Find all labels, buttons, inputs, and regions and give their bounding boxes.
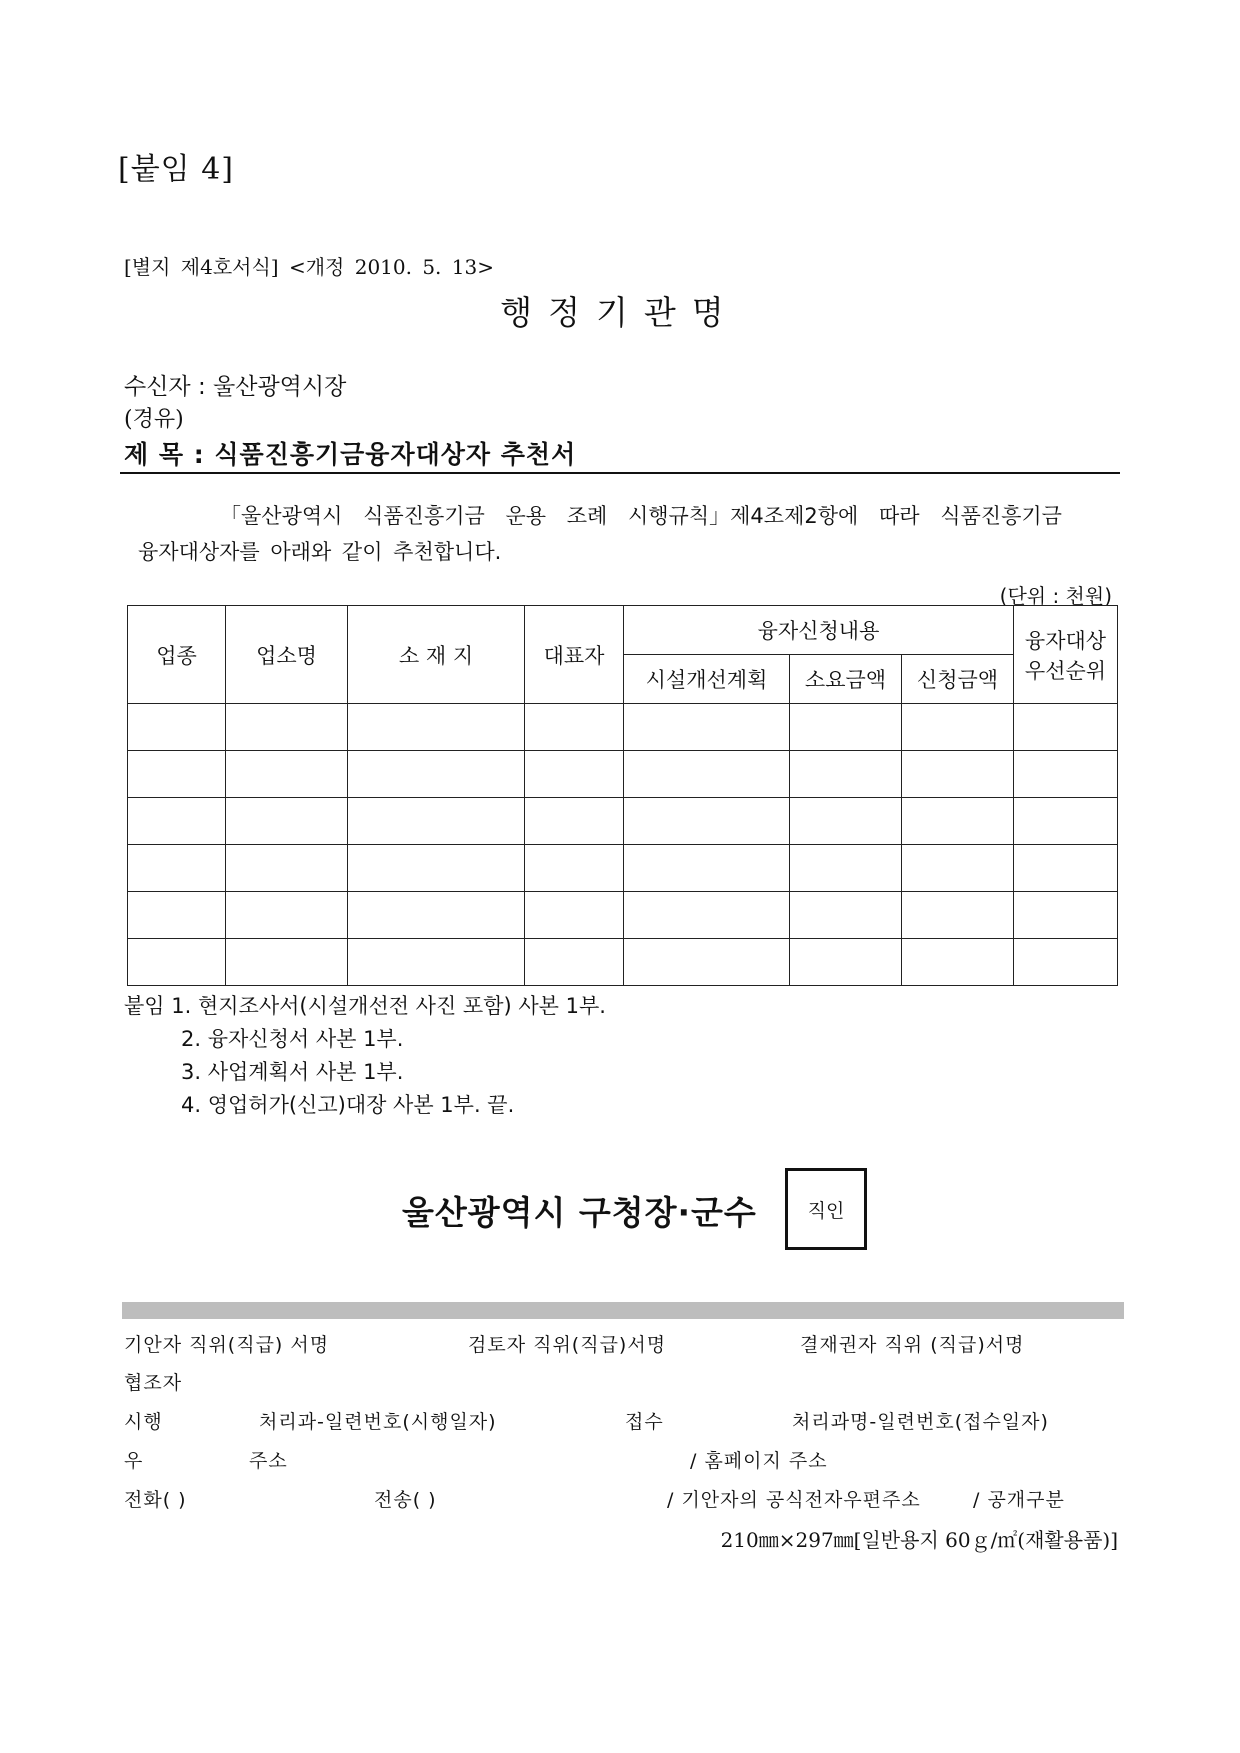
- table-cell: [226, 704, 348, 751]
- seal-label: 직인: [807, 1199, 845, 1222]
- table-row: [128, 798, 1118, 845]
- table-cell: [525, 939, 624, 986]
- body-text-line-1: 「울산광역시 식품진흥기금 운용 조례 시행규칙」제4조제2항에 따라 식품진흥기금: [220, 504, 1062, 528]
- document-title: 행정기관명: [500, 293, 740, 332]
- footer-execution-number: 처리과-일련번호(시행일자): [259, 1411, 497, 1433]
- footer-receipt-number: 처리과명-일련번호(접수일자): [792, 1411, 1049, 1433]
- table-cell: [902, 751, 1014, 798]
- header-priority: [1014, 606, 1118, 704]
- footer-receipt: 접수: [625, 1411, 664, 1433]
- table-cell: [1014, 798, 1118, 845]
- table-cell: [128, 751, 226, 798]
- table-cell: [348, 704, 525, 751]
- header-priority-line-2: 우선순위: [1024, 658, 1107, 683]
- table-cell: [226, 798, 348, 845]
- footer-address: 주소: [249, 1450, 288, 1472]
- table-cell: [790, 751, 902, 798]
- table-cell: [1014, 892, 1118, 939]
- table-cell: [128, 798, 226, 845]
- footer-phone: 전화( ): [124, 1489, 187, 1511]
- table-cell: [1014, 751, 1118, 798]
- table-cell: [624, 845, 790, 892]
- loan-candidate-table: [127, 605, 1118, 986]
- attachment-item-3: 3. 사업계획서 사본 1부.: [181, 1060, 404, 1084]
- header-requested-amount: 신청금액: [902, 655, 1014, 704]
- sender-name: 울산광역시 구청장·군수: [402, 1193, 757, 1232]
- table-cell: [790, 704, 902, 751]
- footer-disclosure: / 공개구분: [973, 1489, 1065, 1511]
- footer-fax: 전송( ): [374, 1489, 437, 1511]
- table-cell: [902, 798, 1014, 845]
- table-cell: [226, 939, 348, 986]
- header-business-name: 업소명: [226, 606, 348, 704]
- table-cell: [624, 751, 790, 798]
- footer-cooperator: 협조자: [124, 1372, 183, 1394]
- table-cell: [1014, 845, 1118, 892]
- footer-email: / 기안자의 공식전자우편주소: [667, 1489, 921, 1511]
- paper-spec: 210㎜×297㎜[일반용지 60ｇ/㎡(재활용품)]: [720, 1528, 1118, 1552]
- table-row: [128, 845, 1118, 892]
- table-row: [128, 939, 1118, 986]
- attachment-item-1: 붙임 1. 현지조사서(시설개선전 사진 포함) 사본 1부.: [124, 994, 606, 1018]
- table-cell: [348, 939, 525, 986]
- subject-line: 제 목 : 식품진흥기금융자대상자 추천서: [124, 440, 577, 469]
- table-cell: [525, 892, 624, 939]
- table-cell: [226, 845, 348, 892]
- via-line: (경유): [124, 407, 184, 432]
- footer-drafter: 기안자 직위(직급) 서명: [124, 1334, 330, 1356]
- table-cell: [1014, 704, 1118, 751]
- unit-note: (단위 : 천원): [999, 584, 1112, 608]
- table-cell: [128, 845, 226, 892]
- table-cell: [624, 704, 790, 751]
- header-location: 소 재 지: [348, 606, 525, 704]
- table-cell: [348, 798, 525, 845]
- table-cell: [348, 845, 525, 892]
- table-cell: [902, 892, 1014, 939]
- table-cell: [790, 939, 902, 986]
- footer-approver: 결재권자 직위 (직급)서명: [800, 1334, 1025, 1356]
- recipient-line: 수신자 : 울산광역시장: [124, 374, 347, 400]
- attachment-label: [붙임 4]: [118, 152, 234, 187]
- table-row: [128, 704, 1118, 751]
- table-cell: [525, 845, 624, 892]
- footer-divider-bar: [122, 1302, 1124, 1319]
- attachment-item-2: 2. 융자신청서 사본 1부.: [181, 1027, 404, 1051]
- header-facility-plan: 시설개선계획: [624, 655, 790, 704]
- subject-divider: [120, 472, 1120, 474]
- footer-reviewer: 검토자 직위(직급)서명: [468, 1334, 667, 1356]
- table-cell: [902, 704, 1014, 751]
- header-required-amount: 소요금액: [790, 655, 902, 704]
- footer-homepage: / 홈페이지 주소: [690, 1450, 828, 1472]
- footer-execution: 시행: [124, 1411, 163, 1433]
- header-representative: 대표자: [525, 606, 624, 704]
- table-cell: [128, 704, 226, 751]
- table-cell: [902, 845, 1014, 892]
- body-text-line-2: 융자대상자를 아래와 같이 추천합니다.: [138, 540, 502, 564]
- table-cell: [624, 892, 790, 939]
- table-cell: [525, 751, 624, 798]
- table-cell: [525, 798, 624, 845]
- table-row: [128, 892, 1118, 939]
- footer-zip: 우: [124, 1450, 144, 1472]
- table-cell: [348, 751, 525, 798]
- table-cell: [624, 939, 790, 986]
- table-cell: [128, 892, 226, 939]
- form-label: [별지 제4호서식] <개정 2010. 5. 13>: [124, 255, 494, 279]
- table-cell: [1014, 939, 1118, 986]
- table-cell: [525, 704, 624, 751]
- table-cell: [902, 939, 1014, 986]
- header-industry: 업종: [128, 606, 226, 704]
- table-row: [128, 751, 1118, 798]
- table-cell: [348, 892, 525, 939]
- table-cell: [128, 939, 226, 986]
- attachment-item-4: 4. 영업허가(신고)대장 사본 1부. 끝.: [181, 1093, 515, 1117]
- table-cell: [624, 798, 790, 845]
- table-cell: [226, 892, 348, 939]
- table-cell: [226, 751, 348, 798]
- header-priority-line-1: 융자대상: [1024, 628, 1107, 653]
- table-cell: [790, 845, 902, 892]
- table-cell: [790, 892, 902, 939]
- header-loan-application: 융자신청내용: [624, 606, 1014, 655]
- table-cell: [790, 798, 902, 845]
- official-seal-box: [785, 1168, 867, 1250]
